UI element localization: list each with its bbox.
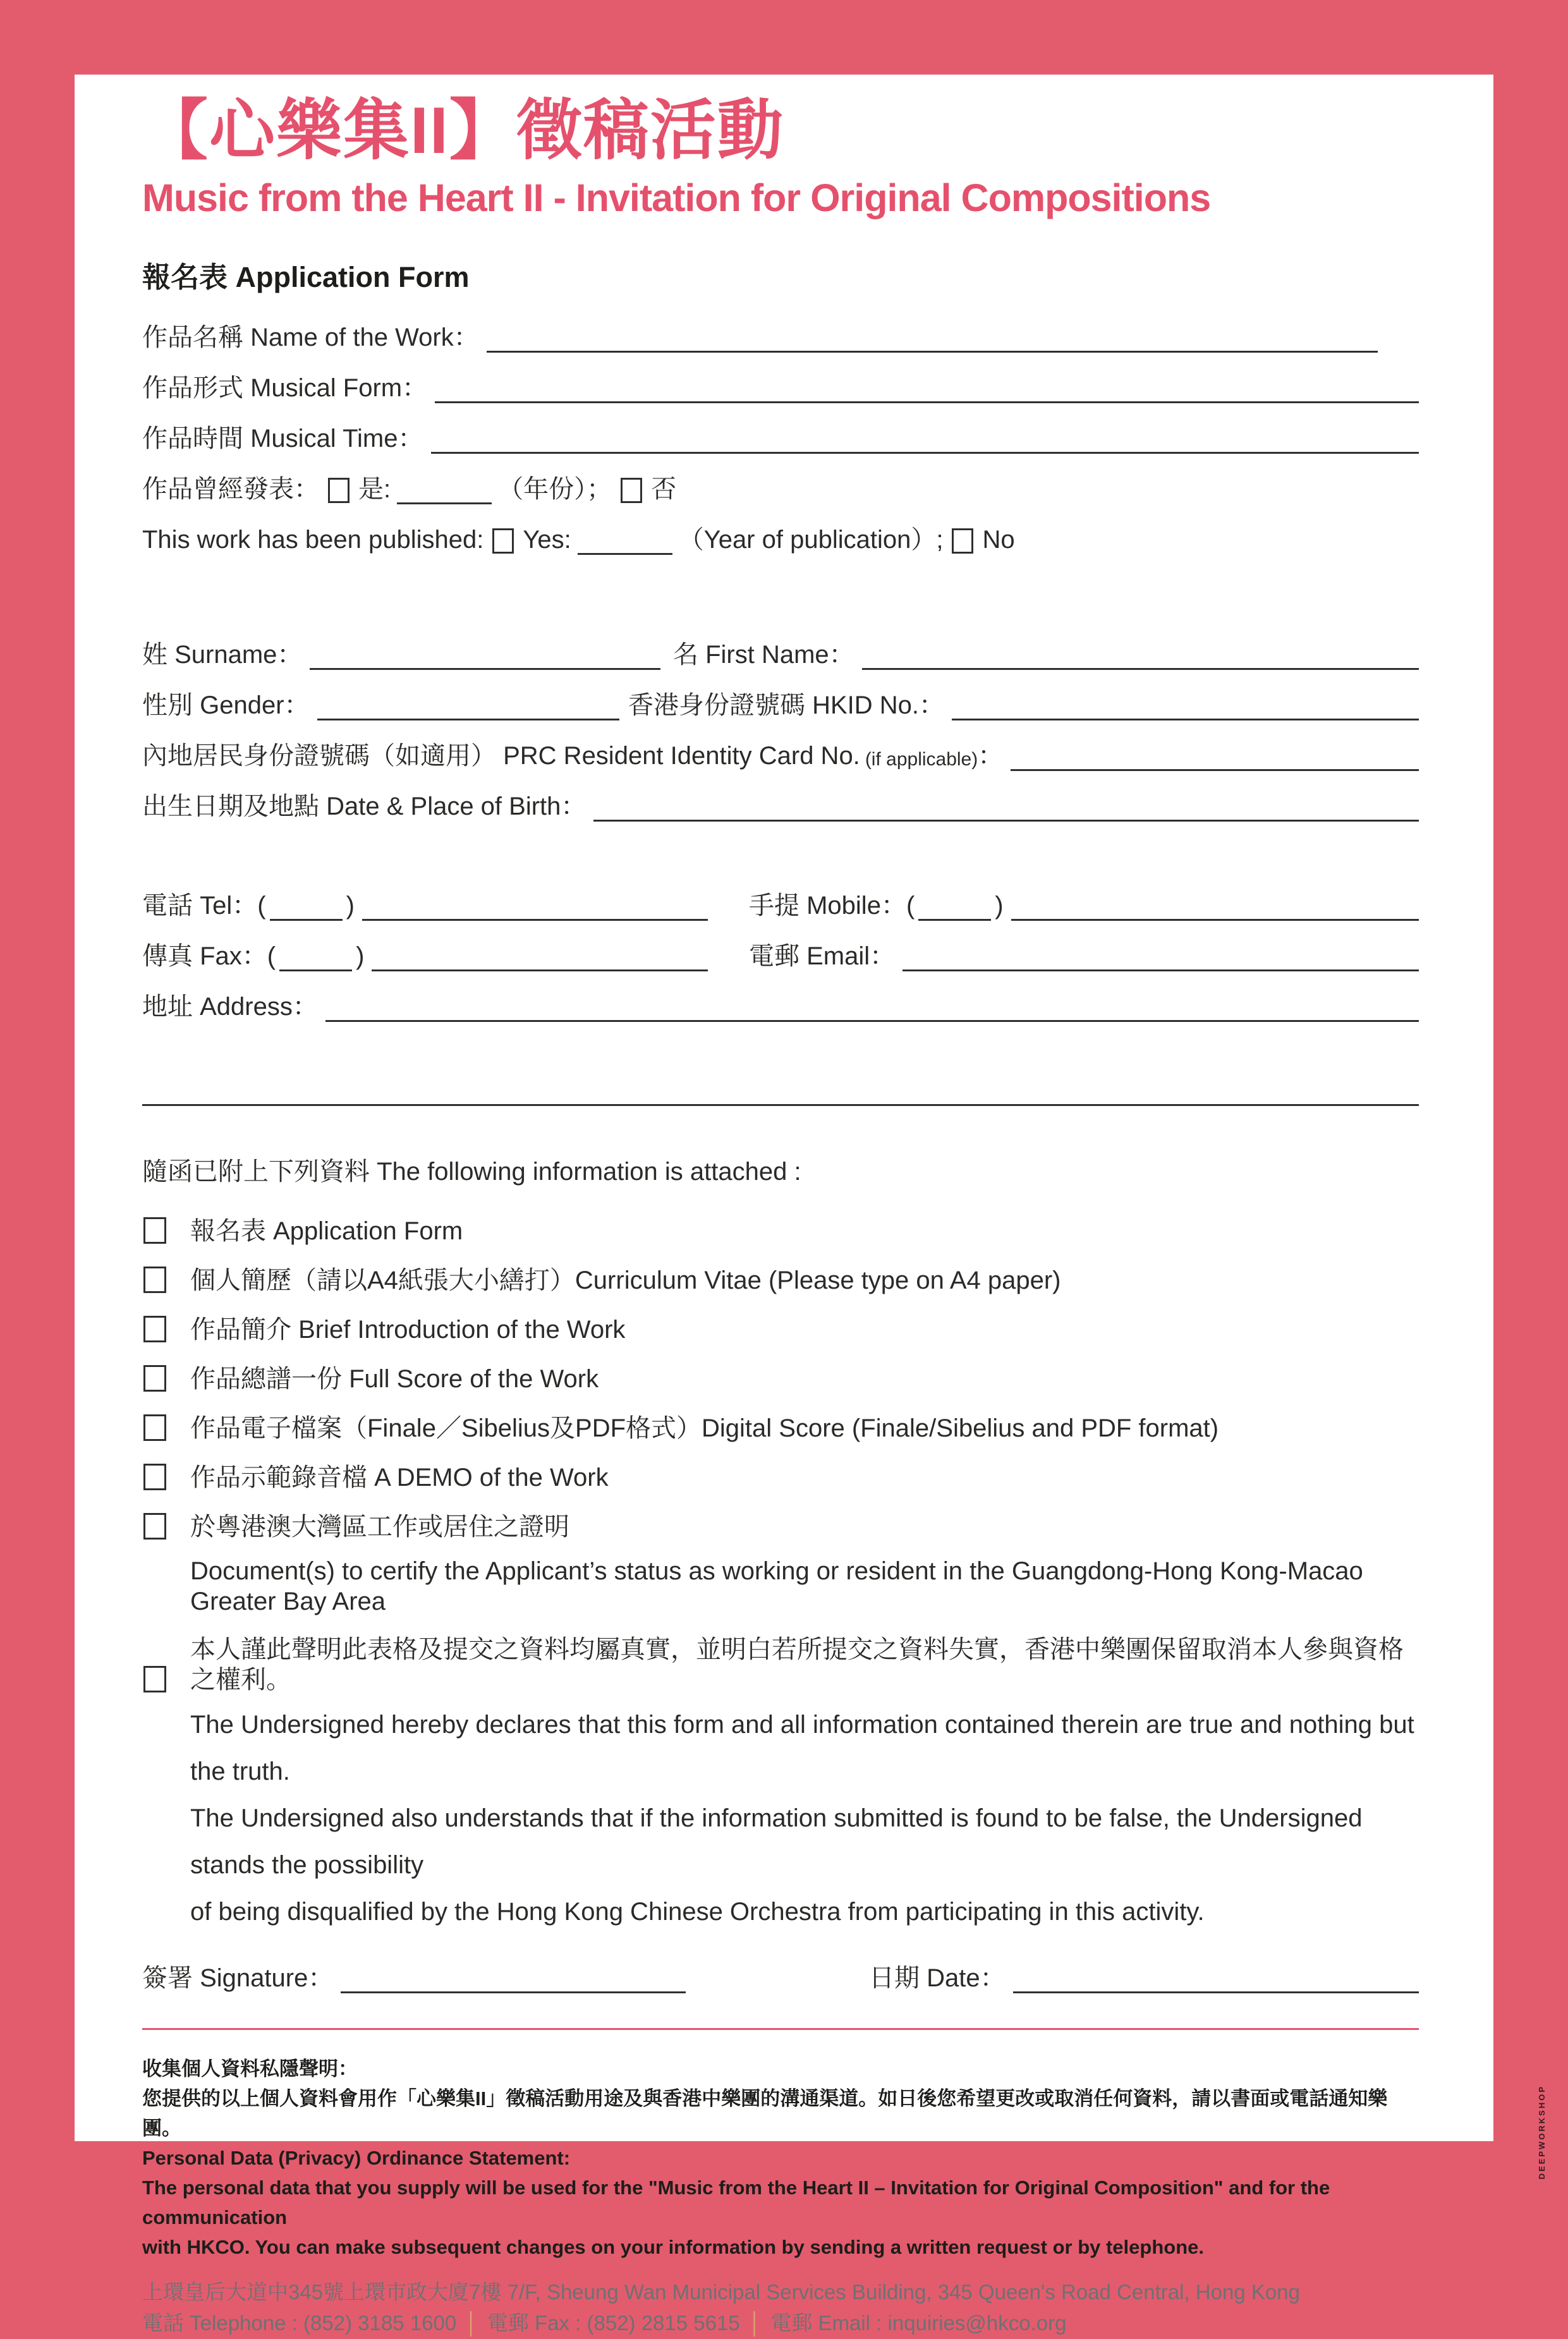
address-input-line[interactable] (325, 1014, 1419, 1022)
declaration-checkbox[interactable] (143, 1666, 166, 1692)
signature-label: 簽署 Signature： (142, 1964, 334, 1992)
footer-telephone: 電話 Telephone : (852) 3185 1600 (142, 2311, 457, 2335)
gender-hkid-row (142, 688, 1419, 720)
privacy-body-en-line2: with HKCO. You can make subsequent changes on your information by sending a written request or by telephone. (142, 2236, 1204, 2259)
attachment-label: 作品總譜一份 Full Score of the Work (190, 1364, 599, 1393)
footer (142, 2276, 1419, 2339)
tel-mobile-row (142, 888, 1419, 921)
published-year-label-en: （Year of publication）; (678, 525, 944, 554)
attachment-item-brief-introduction (142, 1312, 1419, 1345)
published-yes-label-zh: 是: (358, 475, 391, 503)
attachment-item-digital-score (142, 1411, 1419, 1443)
declaration-en-line2: The Undersigned also understands that if the information submitted is found to be false, the Undersigned stands the possibility (190, 1804, 1363, 1879)
attachment-label: 報名表 Application Form (190, 1217, 463, 1245)
declaration-en-line3: of being disqualified by the Hong Kong Chinese Orchestra from participating in this activity. (190, 1897, 1205, 1926)
prc-id-input-line[interactable] (1011, 763, 1419, 771)
date-label: 日期 Date： (869, 1964, 1006, 1992)
footer-address: 上環皇后大道中345號上環市政大廈7樓 7/F, Sheung Wan Municipal Services Building, 345 Queen's Road Central, Hong Kong (142, 2280, 1300, 2304)
declaration-text-en (190, 1701, 1419, 1935)
published-no-label-en: No (982, 525, 1015, 554)
fax-input-line[interactable] (372, 963, 708, 971)
demo-checkbox[interactable] (143, 1464, 166, 1490)
attachment-item-full-score (142, 1361, 1419, 1394)
name-of-work-row (142, 320, 1419, 353)
signature-date-row (142, 1960, 1419, 1993)
tel-area-code-line[interactable] (270, 913, 343, 921)
email-input-line[interactable] (903, 963, 1419, 971)
full-score-checkbox[interactable] (143, 1365, 166, 1392)
surname-label: 姓 Surname： (142, 640, 303, 669)
email-label: 電郵 Email： (749, 942, 896, 970)
page-title-english: Music from the Heart II - Invitation for Original Compositions (142, 176, 1211, 219)
attachment-label: 個人簡歷（請以A4紙張大小繕打）Curriculum Vitae (Please type on A4 paper) (190, 1266, 1061, 1294)
cv-checkbox[interactable] (143, 1267, 166, 1293)
brief-introduction-checkbox[interactable] (143, 1316, 166, 1342)
gender-label: 性別 Gender： (142, 691, 310, 719)
footer-fax: 電郵 Fax : (852) 2815 5615 (487, 2311, 740, 2335)
privacy-body-zh: 您提供的以上個人資料會用作「心樂集II」徵稿活動用途及與香港中樂團的溝通渠道。如日後您希望更改或取消任何資料，請以書面或電話通知樂團。 (142, 2087, 1388, 2139)
published-row-zh (142, 471, 1419, 504)
bay-area-proof-label-zh: 於粵港澳大灣區工作或居住之證明 (190, 1512, 569, 1541)
tel-input-line[interactable] (362, 913, 708, 921)
declaration-label-zh: 本人謹此聲明此表格及提交之資料均屬真實，並明白若所提交之資料失實，香港中樂團保留取消本人參與資格之權利。 (190, 1635, 1404, 1694)
attachment-item-bay-area-proof (142, 1509, 1419, 1542)
published-zh-label: 作品曾經發表： (142, 475, 319, 503)
fax-paren-close: ) (356, 942, 365, 970)
musical-form-label: 作品形式 Musical Form： (142, 374, 428, 402)
birth-label: 出生日期及地點 Date & Place of Birth： (142, 792, 586, 820)
prc-id-label: 內地居民身份證號碼（如適用） PRC Resident Identity Card No. (142, 741, 860, 770)
application-form-heading: 報名表 Application Form (142, 260, 470, 293)
name-of-work-input-line[interactable] (487, 344, 1378, 353)
published-no-label-zh: 否 (651, 475, 677, 503)
fax-email-row (142, 939, 1419, 971)
musical-time-input-line[interactable] (431, 446, 1419, 454)
surname-firstname-row (142, 637, 1419, 670)
musical-time-row (142, 421, 1419, 454)
first-name-label: 名 First Name： (673, 640, 854, 669)
attachment-item-cv (142, 1263, 1419, 1296)
musical-form-row (142, 370, 1419, 403)
prc-id-colon: ： (978, 741, 1004, 770)
signature-input-line[interactable] (341, 1985, 686, 1993)
mobile-area-code-line[interactable] (918, 913, 991, 921)
privacy-body-en-line1: The personal data that you supply will be used for the "Music from the Heart II – Invitation for Original Composition" and for the communication (142, 2177, 1330, 2229)
published-yes-label-en: Yes: (523, 525, 571, 554)
attachment-item-application-form (142, 1213, 1419, 1246)
musical-form-input-line[interactable] (435, 395, 1419, 403)
declaration-item (142, 1634, 1419, 1695)
mobile-input-line[interactable] (1011, 913, 1419, 921)
published-yes-checkbox-en[interactable] (492, 528, 514, 554)
fax-area-code-line[interactable] (279, 963, 352, 971)
footer-contact-line (142, 2307, 1419, 2339)
application-form-checkbox[interactable] (143, 1217, 166, 1244)
address-row (142, 989, 1419, 1022)
published-row-en (142, 522, 1419, 555)
published-en-label: This work has been published: (142, 525, 484, 554)
musical-time-label: 作品時間 Musical Time： (142, 424, 423, 453)
published-no-checkbox-zh[interactable] (621, 478, 642, 503)
footer-separator: │ (748, 2311, 762, 2335)
birth-row (142, 789, 1419, 822)
address-label: 地址 Address： (142, 992, 318, 1021)
date-input-line[interactable] (1013, 1985, 1419, 1993)
surname-input-line[interactable] (310, 662, 660, 670)
deepworkshop-credit: DEEPWORKSHOP (1537, 2084, 1547, 2179)
first-name-input-line[interactable] (862, 662, 1419, 670)
published-yes-checkbox-zh[interactable] (328, 478, 349, 503)
published-year-input-line-en[interactable] (578, 547, 672, 555)
tel-label: 電話 Tel：( (142, 891, 266, 920)
attachment-label: 作品示範錄音檔 A DEMO of the Work (190, 1463, 609, 1491)
published-year-input-line-zh[interactable] (397, 496, 492, 504)
name-of-work-label: 作品名稱 Name of the Work： (142, 323, 479, 351)
address-continuation-line[interactable] (142, 1022, 1419, 1106)
attachments-heading: 隨函已附上下列資料 The following information is attached : (142, 1157, 801, 1186)
published-year-label-zh: （年份）； (498, 475, 612, 503)
gender-input-line[interactable] (317, 712, 619, 720)
attachment-label: 作品簡介 Brief Introduction of the Work (190, 1315, 626, 1344)
privacy-statement (142, 2054, 1419, 2263)
digital-score-checkbox[interactable] (143, 1414, 166, 1441)
bay-area-proof-label-en: Document(s) to certify the Applicant’s status as working or resident in the Guangdong-Hong Kong-Macao Greater Bay Area (190, 1557, 1363, 1615)
hkid-input-line[interactable] (952, 712, 1419, 720)
fax-label: 傳真 Fax：( (142, 942, 276, 970)
privacy-heading-zh: 收集個人資料私隱聲明： (142, 2057, 358, 2080)
page-title-chinese: 【心樂集II】徵稿活動 (142, 94, 784, 167)
mobile-paren-close: ) (995, 891, 1004, 920)
attachment-label: 作品電子檔案（Finale／Sibelius及PDF格式）Digital Score (Finale/Sibelius and PDF format) (190, 1414, 1219, 1442)
privacy-heading-en: Personal Data (Privacy) Ordinance Statement: (142, 2147, 571, 2170)
bay-area-proof-checkbox[interactable] (143, 1513, 166, 1540)
footer-email: 電郵 Email : inquiries@hkco.org (770, 2311, 1067, 2335)
section-divider (142, 2028, 1419, 2030)
prc-id-row (142, 738, 1419, 771)
tel-paren-close: ) (346, 891, 355, 920)
declaration-en-line1: The Undersigned hereby declares that this form and all information contained therein are true and nothing but the truth. (190, 1710, 1414, 1785)
form-sheet (75, 75, 1493, 2335)
hkid-label: 香港身份證號碼 HKID No.： (628, 691, 945, 719)
birth-input-line[interactable] (593, 813, 1419, 822)
mobile-label: 手提 Mobile：( (749, 891, 915, 920)
prc-id-note: (if applicable) (865, 748, 978, 770)
published-no-checkbox-en[interactable] (952, 528, 973, 554)
attachment-item-demo (142, 1460, 1419, 1493)
footer-separator: │ (465, 2311, 478, 2335)
